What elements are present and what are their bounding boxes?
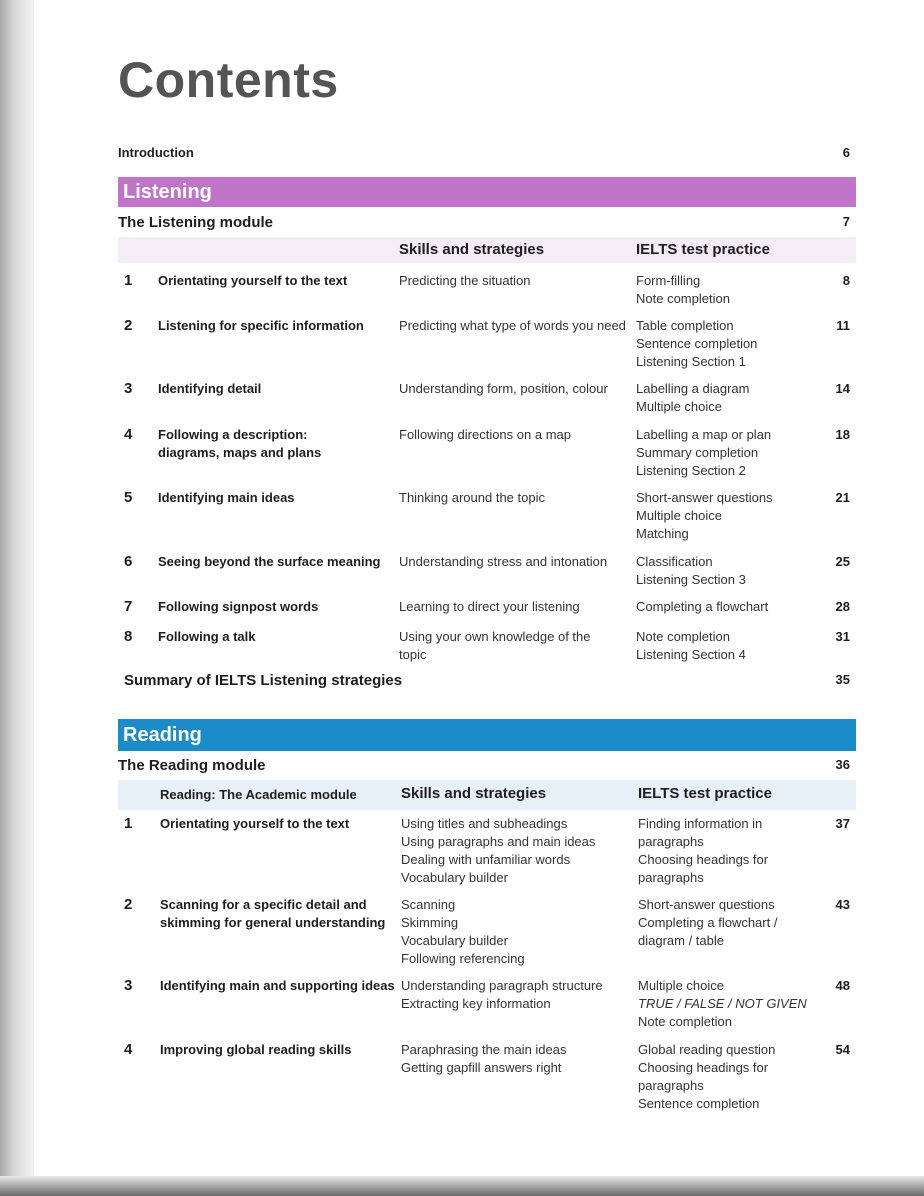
reading-module-label: The Reading module xyxy=(118,757,266,774)
skill-line: Getting gapfill answers right xyxy=(401,1060,562,1075)
unit-skills xyxy=(399,380,627,398)
unit-page: 54 xyxy=(835,1042,850,1057)
practice-line: Form-filling xyxy=(636,273,701,288)
unit-number: 1 xyxy=(124,815,133,832)
skill-line: Understanding stress and intonation xyxy=(399,554,608,569)
practice-line: Listening Section 4 xyxy=(636,647,746,662)
skill-line: Extracting key information xyxy=(401,996,551,1011)
listening-summary-label: Summary of IELTS Listening strategies xyxy=(124,672,403,689)
unit-skills xyxy=(401,815,629,887)
unit-number: 2 xyxy=(124,317,133,334)
listening-module-page: 7 xyxy=(842,214,850,229)
unit-title: Identifying detail xyxy=(158,381,262,396)
listening-module-row[interactable] xyxy=(118,214,850,232)
unit-page: 21 xyxy=(835,490,850,505)
unit-title: Orientating yourself to the text xyxy=(160,816,350,831)
unit-page: 14 xyxy=(835,381,850,396)
unit-skills xyxy=(399,553,627,571)
practice-line: Choosing headings for paragraphs xyxy=(638,1060,769,1093)
unit-practice xyxy=(638,815,798,887)
unit-skills xyxy=(399,598,627,616)
unit-title: Scanning for a specific detail and skimming for general understanding xyxy=(160,897,386,930)
unit-practice xyxy=(636,628,826,664)
unit-skills xyxy=(399,489,627,507)
practice-line: Table completion xyxy=(636,318,734,333)
skill-line: Following directions on a map xyxy=(399,427,571,442)
skill-line: Vocabulary builder xyxy=(401,933,508,948)
unit-number: 5 xyxy=(124,489,133,506)
practice-line: Sentence completion xyxy=(636,336,758,351)
unit-number: 7 xyxy=(124,598,133,615)
unit-skills xyxy=(401,977,629,1013)
unit-page: 31 xyxy=(835,629,850,644)
introduction-page: 6 xyxy=(842,145,850,160)
unit-skills xyxy=(399,426,627,444)
unit-number: 1 xyxy=(124,272,133,289)
practice-line: Global reading question xyxy=(638,1042,776,1057)
listening-summary-row[interactable] xyxy=(118,672,850,689)
unit-practice xyxy=(636,598,826,616)
skill-line: Paraphrasing the main ideas xyxy=(401,1042,567,1057)
reading-col-practice: IELTS test practice xyxy=(638,785,772,802)
practice-line: Labelling a diagram xyxy=(636,381,750,396)
page-bottom-shadow xyxy=(0,1176,924,1196)
unit-practice xyxy=(638,896,808,950)
unit-practice xyxy=(636,317,826,371)
practice-line: Note completion xyxy=(638,1014,732,1029)
unit-title: Identifying main and supporting ideas xyxy=(160,978,395,993)
practice-line: Sentence completion xyxy=(638,1096,760,1111)
practice-line: Choosing headings for paragraphs xyxy=(638,852,769,885)
unit-practice xyxy=(636,426,826,480)
introduction-label: Introduction xyxy=(118,145,194,160)
practice-line: Finding information in paragraphs xyxy=(638,816,763,849)
unit-number: 4 xyxy=(124,1041,133,1058)
practice-line: Matching xyxy=(636,526,689,541)
unit-title: Identifying main ideas xyxy=(158,490,295,505)
introduction-row[interactable] xyxy=(118,145,850,160)
listening-col-skills: Skills and strategies xyxy=(399,241,545,258)
practice-line: Multiple choice xyxy=(636,399,722,414)
practice-line: Completing a flowchart / diagram / table xyxy=(638,915,778,948)
listening-column-header xyxy=(118,237,856,263)
unit-number: 3 xyxy=(124,380,133,397)
practice-line: Listening Section 2 xyxy=(636,463,746,478)
reading-column-header xyxy=(118,780,856,810)
unit-number: 4 xyxy=(124,426,133,443)
skill-line: Predicting the situation xyxy=(399,273,531,288)
skill-line: Understanding paragraph structure xyxy=(401,978,603,993)
practice-line: Multiple choice xyxy=(636,508,722,523)
book-spine-shadow xyxy=(0,0,34,1196)
reading-col-skills: Skills and strategies xyxy=(401,785,547,802)
skill-line: Predicting what type of words you need xyxy=(399,318,626,333)
practice-line: Short-answer questions xyxy=(638,897,775,912)
practice-line: TRUE / FALSE / NOT GIVEN xyxy=(638,996,807,1011)
unit-practice xyxy=(636,380,826,416)
skill-line: Skimming xyxy=(401,915,459,930)
unit-title: Listening for specific information xyxy=(158,318,364,333)
unit-title: Following signpost words xyxy=(158,599,319,614)
unit-skills xyxy=(399,272,627,290)
practice-line: Labelling a map or plan xyxy=(636,427,772,442)
skill-line: Using your own knowledge of the topic xyxy=(399,629,591,662)
reading-section-band: Reading xyxy=(118,719,856,751)
practice-line: Summary completion xyxy=(636,445,759,460)
unit-title: Following a description: diagrams, maps and plans xyxy=(158,427,322,460)
unit-page: 37 xyxy=(835,816,850,831)
reading-module-page: 36 xyxy=(835,757,850,772)
reading-col-module: Reading: The Academic module xyxy=(160,787,357,802)
unit-practice xyxy=(636,272,826,308)
unit-page: 18 xyxy=(835,427,850,442)
unit-practice xyxy=(636,553,826,589)
unit-practice xyxy=(638,977,828,1031)
unit-skills xyxy=(401,1041,629,1077)
unit-number: 6 xyxy=(124,553,133,570)
practice-line: Multiple choice xyxy=(638,978,724,993)
unit-number: 8 xyxy=(124,628,133,645)
practice-line: Completing a flowchart xyxy=(636,599,769,614)
reading-module-row[interactable] xyxy=(118,757,850,775)
unit-number: 2 xyxy=(124,896,133,913)
skill-line: Thinking around the topic xyxy=(399,490,545,505)
skill-line: Scanning xyxy=(401,897,456,912)
unit-practice xyxy=(636,489,826,543)
unit-title: Following a talk xyxy=(158,629,256,644)
page-title: Contents xyxy=(118,52,339,108)
skill-line: Following referencing xyxy=(401,951,525,966)
unit-number: 3 xyxy=(124,977,133,994)
skill-line: Dealing with unfamiliar words xyxy=(401,852,571,867)
practice-line: Listening Section 3 xyxy=(636,572,746,587)
unit-title: Seeing beyond the surface meaning xyxy=(158,554,381,569)
unit-page: 43 xyxy=(835,897,850,912)
unit-skills xyxy=(401,896,629,968)
practice-line: Listening Section 1 xyxy=(636,354,746,369)
unit-page: 48 xyxy=(835,978,850,993)
unit-page: 8 xyxy=(842,273,850,288)
skill-line: Learning to direct your listening xyxy=(399,599,580,614)
listening-col-practice: IELTS test practice xyxy=(636,241,770,258)
unit-page: 28 xyxy=(835,599,850,614)
unit-skills xyxy=(399,317,627,335)
unit-page: 11 xyxy=(836,318,850,333)
listening-summary-page: 35 xyxy=(835,672,850,687)
skill-line: Using paragraphs and main ideas xyxy=(401,834,596,849)
skill-line: Vocabulary builder xyxy=(401,870,508,885)
unit-title: Improving global reading skills xyxy=(160,1042,352,1057)
practice-line: Note completion xyxy=(636,291,730,306)
unit-skills xyxy=(399,628,614,664)
skill-line: Understanding form, position, colour xyxy=(399,381,608,396)
unit-title: Orientating yourself to the text xyxy=(158,273,348,288)
unit-practice xyxy=(638,1041,798,1113)
practice-line: Short-answer questions xyxy=(636,490,773,505)
skill-line: Using titles and subheadings xyxy=(401,816,568,831)
practice-line: Note completion xyxy=(636,629,730,644)
unit-page: 25 xyxy=(835,554,850,569)
practice-line: Classification xyxy=(636,554,713,569)
listening-module-label: The Listening module xyxy=(118,214,274,231)
listening-section-band: Listening xyxy=(118,177,856,207)
